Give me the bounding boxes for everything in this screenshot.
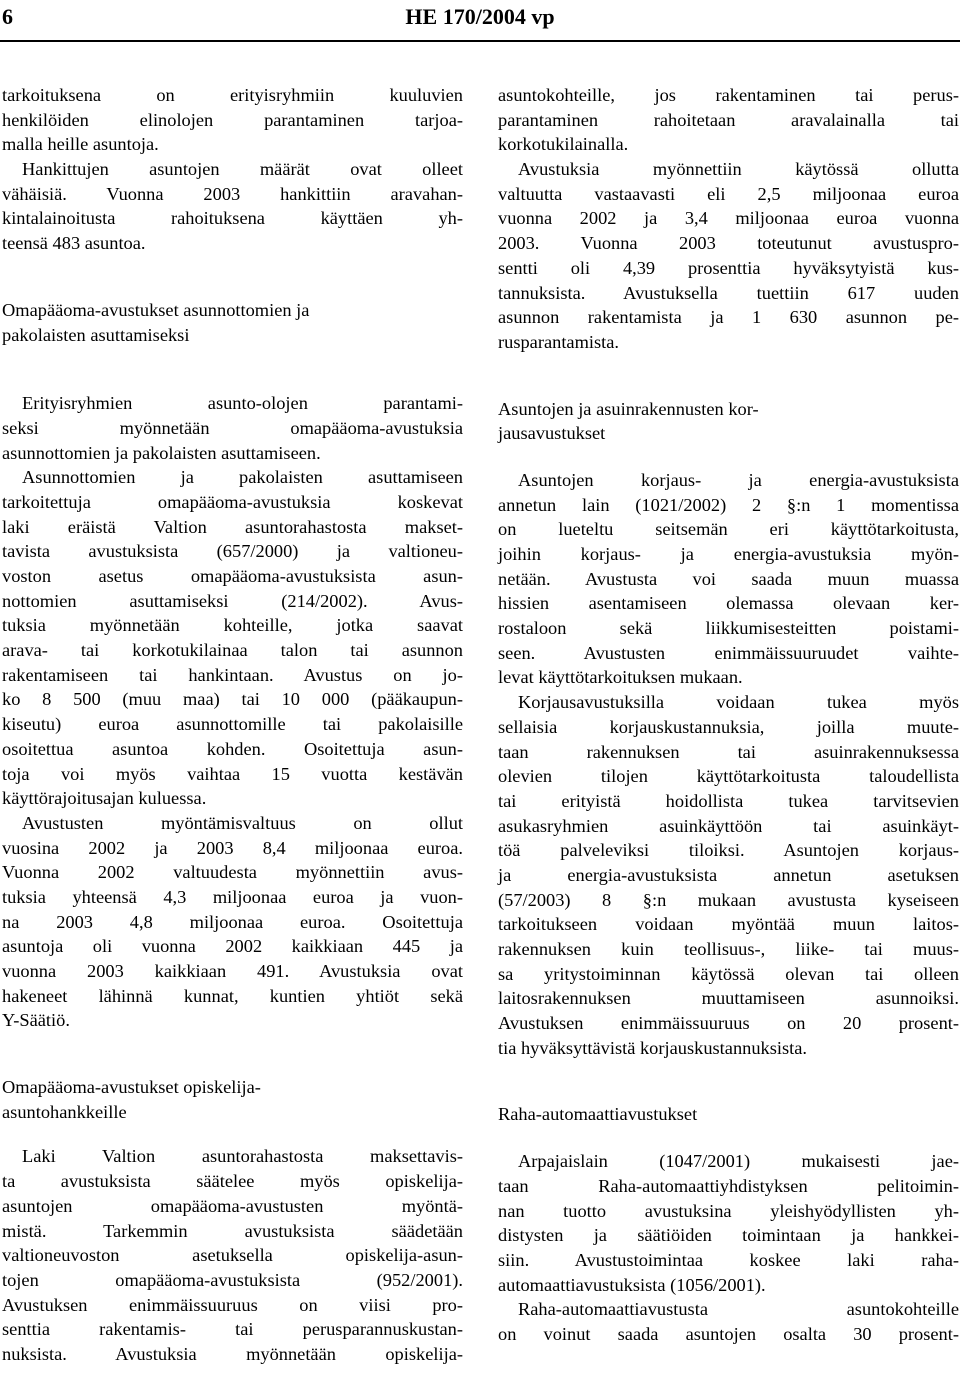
text-line: Omapääoma-avustukset opiskelija- — [2, 1077, 261, 1098]
paragraph — [498, 468, 959, 690]
left-column — [2, 83, 463, 1367]
text-line: Avustuksia myönnettiin käytössä ollutta — [518, 159, 959, 180]
text-line: Asunnottomien ja pakolaisten asuttamiseen — [22, 467, 463, 488]
document-id: HE 170/2004 vp — [405, 4, 555, 29]
spacer — [2, 347, 463, 391]
text-line: netään. Avustusta voi saada muun muassa — [498, 568, 959, 589]
text-line: Y-Säätiö. — [2, 1010, 70, 1031]
text-line: kiseutu) euroa asunnottomille tai pakolaisille — [2, 714, 463, 735]
text-line: tojen omapääoma-avustuksista (952/2001). — [2, 1269, 463, 1290]
text-line: töä palveleviksi tiloiksi. Asuntojen korjaus- — [498, 840, 959, 861]
text-line: valtuutta vastaavasti eli 2,5 miljoonaa euroa — [498, 183, 959, 204]
section-heading — [2, 298, 463, 347]
section-heading — [2, 1075, 463, 1124]
text-line: seen. Avustusten enimmäissuuruudet vaihte- — [498, 642, 959, 663]
text-line: osoitettua asuntoa kohden. Osoitettuja asun- — [2, 738, 463, 759]
text-line: on lueteltu seitsemän eri käyttötarkoitusta, — [498, 519, 959, 540]
spacer — [498, 355, 959, 397]
spacer — [498, 1060, 959, 1102]
text-line: vuonna 2003 kaikkiaan 491. Avustuksia ovat — [2, 961, 463, 981]
text-line: voston asetus omapääoma-avustuksista asun- — [2, 566, 463, 586]
text-line: Erityisryhmien asunto-olojen parantami- — [22, 393, 463, 414]
text-line: parantaminen rahoitetaan aravalainalla tai — [498, 109, 959, 130]
text-line: on voinut saada asuntojen osalta 30 prosent- — [498, 1323, 959, 1344]
spacer — [2, 256, 463, 298]
text-line: seksi myönnetään omapääoma-avustuksia — [2, 417, 463, 438]
text-line: sa yritystoiminnan käytössä olevan tai olleen — [498, 963, 959, 984]
text-line: Avustuksen enimmäissuuruus on viisi pro- — [2, 1294, 463, 1315]
text-line: vähäisiä. Vuonna 2003 hankittiin aravahan- — [2, 183, 463, 204]
text-line: taan Raha-automaattiyhdistyksen pelitoimin- — [498, 1175, 959, 1196]
text-line: taan rakennuksen tai asuinrakennuksessa — [498, 741, 959, 762]
text-line: Omapääoma-avustukset asunnottomien ja — [2, 299, 310, 320]
page-header — [0, 0, 960, 42]
text-line: levat käyttötarkoituksen mukaan. — [498, 667, 743, 688]
text-line: korkotukilainalla. — [498, 134, 629, 155]
text-line: annetun lain (1021/2002) 2 §:n 1 momentissa — [498, 494, 959, 515]
text-line: tavista avustuksista (657/2000) ja valtioneu- — [2, 541, 463, 562]
text-line: Vuonna 2002 valtuudesta myönnettiin avus- — [2, 862, 463, 883]
paragraph — [2, 811, 463, 1033]
text-line: tuksia myönnetään kohteille, jotka saavat — [2, 615, 463, 636]
text-line: Asuntojen korjaus- ja energia-avustuksista — [518, 469, 959, 490]
spacer — [2, 1124, 463, 1144]
text-line: tai erityistä hoidollista tukea tarvitsevien — [498, 790, 959, 811]
text-line: Laki Valtion asuntorahastosta maksettavis- — [22, 1146, 463, 1167]
text-line: pakolaisten asuttamiseksi — [2, 324, 190, 345]
paragraph — [2, 1144, 463, 1366]
text-line: Asuntojen ja asuinrakennusten kor- — [498, 398, 759, 419]
text-line: arava- tai korkotukilainaa talon tai asunnon — [2, 640, 463, 661]
text-line: asunnottomien ja pakolaisten asuttamiseen. — [2, 442, 321, 463]
text-line: tarkoitukseen voidaan myöntää muun laitos- — [498, 914, 959, 935]
text-line: asuntojen omapääoma-avustusten myöntä- — [2, 1195, 463, 1216]
text-line: vuonna 2002 ja 3,4 miljoonaa euroa vuonna — [498, 208, 959, 229]
text-line: tarkoitettuja omapääoma-avustuksia koskevat — [2, 491, 463, 512]
text-line: Hankittujen asuntojen määrät ovat olleet — [22, 159, 463, 180]
text-line: tannuksista. Avustuksella tuettiin 617 uuden — [498, 282, 959, 303]
text-line: olevien tilojen käyttötarkoitusta taloudellista — [498, 766, 959, 787]
text-line: vuosina 2002 ja 2003 8,4 miljoonaa euroa. — [2, 837, 463, 858]
text-line: tarkoituksena on erityisryhmiin kuuluvien — [2, 85, 463, 105]
text-line: käyttörajoitusajan kuluessa. — [2, 788, 207, 809]
text-line: nottomien asuttamiseksi (214/2002). Avus- — [2, 590, 463, 611]
section-heading — [498, 1102, 959, 1127]
text-line: Raha-automaattiavustukset — [498, 1104, 698, 1125]
text-line: tuksia yhteensä 4,3 miljoonaa euroa ja vuon- — [2, 886, 463, 907]
text-line: rostaloon sekä liikkumisesteitten poistami- — [498, 618, 959, 639]
text-line: na 2003 4,8 miljoonaa euroa. Osoitettuja — [2, 911, 463, 932]
text-line: rusparantamista. — [498, 331, 620, 352]
text-line: ko 8 500 (muu maa) tai 10 000 (pääkaupun- — [2, 689, 463, 710]
text-line: asuntoja oli vuonna 2002 kaikkiaan 445 ja — [2, 936, 463, 957]
text-line: hakeneet lähinnä kunnat, kuntien yhtiöt sekä — [2, 985, 463, 1006]
paragraph — [498, 1149, 959, 1297]
text-line: ja energia-avustuksista annetun asetuksen — [498, 864, 959, 885]
text-line: asuntokohteille, jos rakentaminen tai perus- — [498, 85, 959, 105]
right-column — [498, 83, 959, 1347]
text-line: siin. Avustustoimintaa koskee laki raha- — [498, 1249, 959, 1270]
text-line: Avustusten myöntämisvaltuus on ollut — [22, 812, 463, 833]
text-line: laitosrakennuksen muuttamiseen asunnoiksi. — [498, 988, 959, 1009]
text-line: joihin korjaus- ja energia-avustuksia myön- — [498, 544, 959, 564]
text-line: Raha-automaattiavustusta asuntokohteille — [518, 1299, 959, 1320]
text-line: tia hyväksyttävistä korjauskustannuksista. — [498, 1037, 808, 1058]
text-line: henkilöiden elinolojen parantaminen tarjoa- — [2, 109, 463, 130]
text-line: jausavustukset — [498, 423, 606, 444]
text-line: Avustuksen enimmäissuuruus on 20 prosent- — [498, 1013, 959, 1034]
spacer — [498, 1127, 959, 1149]
text-line: distysten ja säätiöiden toimintaan ja hankkei- — [498, 1225, 959, 1246]
text-line: senttia rakentamis- tai perusparannuskustan- — [2, 1319, 463, 1340]
text-line: Arpajaislain (1047/2001) mukaisesti jae- — [518, 1151, 959, 1172]
paragraph — [498, 83, 959, 157]
text-line: rakennuksen kuin teollisuus-, liike- tai muus- — [498, 939, 959, 959]
text-line: 2003. Vuonna 2003 toteutunut avustuspro- — [498, 233, 959, 254]
text-line: mistä. Tarkemmin avustuksista säädetään — [2, 1220, 463, 1241]
text-line: asunnon rakentamista ja 1 630 asunnon pe- — [498, 307, 959, 328]
text-line: valtioneuvoston asetuksella opiskelija-asun- — [2, 1245, 463, 1266]
text-line: sellaisia korjauskustannuksia, joilla muute- — [498, 716, 959, 737]
text-line: (57/2003) 8 §:n mukaan avustusta kyseiseen — [498, 889, 959, 910]
text-line: toja voi myös vaihtaa 15 vuotta kestävän — [2, 763, 463, 784]
text-line: nan tuotto avustuksina yleishyödyllisten yh- — [498, 1200, 959, 1221]
page-number: 6 — [2, 4, 13, 29]
text-line: nuksista. Avustuksia myönnetään opiskelija- — [2, 1343, 463, 1364]
text-line: kintalainoitusta rahoituksena käyttäen yh- — [2, 208, 463, 229]
text-line: teensä 483 asuntoa. — [2, 233, 146, 254]
paragraph — [498, 690, 959, 1060]
text-line: asukasryhmien asuinkäyttöön tai asuinkäyt- — [498, 815, 959, 836]
paragraph — [498, 1297, 959, 1346]
paragraph — [2, 465, 463, 811]
paragraph — [2, 391, 463, 465]
spacer — [2, 1033, 463, 1075]
spacer — [498, 446, 959, 468]
text-line: ta avustuksista säätelee myös opiskelija- — [2, 1171, 463, 1192]
text-line: hissien asentamiseen olemassa olevaan ker- — [498, 593, 959, 614]
paragraph — [2, 157, 463, 256]
paragraph — [498, 157, 959, 355]
text-line: Korjausavustuksilla voidaan tukea myös — [518, 692, 959, 713]
text-line: malla heille asuntoja. — [2, 134, 159, 155]
text-line: laki eräistä Valtion asuntorahastosta makset- — [2, 516, 463, 537]
text-line: automaattiavustuksista (1056/2001). — [498, 1274, 766, 1295]
text-line: asuntohankkeille — [2, 1101, 127, 1122]
text-line: sentti oli 4,39 prosenttia hyväksytyistä kus- — [498, 257, 959, 278]
paragraph — [2, 83, 463, 157]
text-line: rakentamiseen tai hankintaan. Avustus on jo- — [2, 664, 463, 685]
section-heading — [498, 397, 959, 446]
